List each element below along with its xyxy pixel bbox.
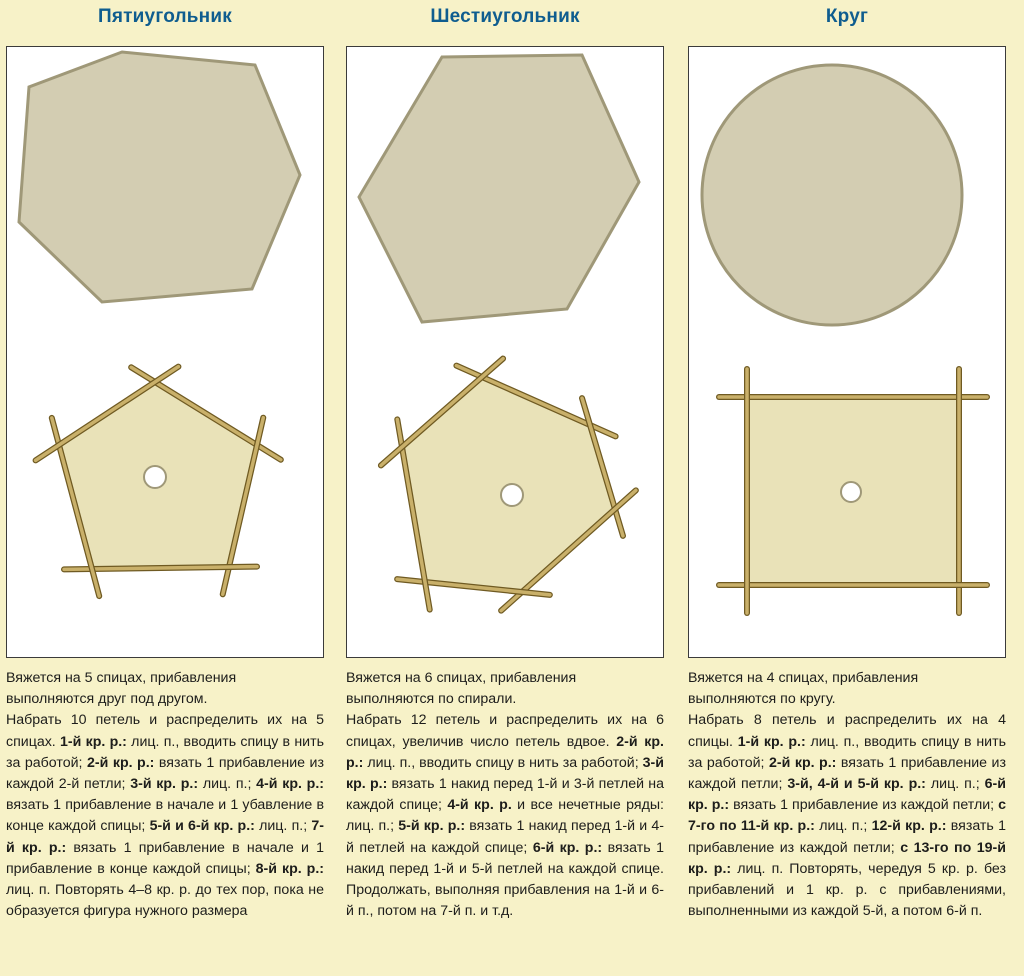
description (6, 668, 324, 922)
row-label: 4-й кр. р.: (256, 776, 325, 793)
row-label: 5-й кр. р.: (398, 818, 466, 835)
description-text: лиц. п., вводить спицу в нить за работой; (688, 733, 1006, 771)
description-text: лиц. п.; (925, 776, 985, 793)
row-label: с 13-го по 19-й кр. р.: (688, 839, 1007, 877)
row-label: 3-й кр. р.: (130, 776, 199, 793)
description-text: лиц. п., вводить спицу в нить за работой; (6, 733, 324, 771)
row-label: 2-й кр. р.: (769, 754, 837, 771)
row-label: 5-й и 6-й кр. р.: (149, 818, 255, 835)
description-text: лиц. п., вводить спицу в нить за работой; (363, 754, 643, 771)
description-text: вязать 1 накид перед 1-й и 3-й петлей на каждой спице; (346, 776, 665, 814)
column-title: Шестиугольник (430, 6, 580, 27)
description (346, 668, 664, 922)
description-body (6, 710, 324, 922)
photo-shape (19, 52, 300, 302)
illustration-panel (346, 46, 664, 658)
description-text: лиц. п. Повторять, чередуя 5 кр. р. без прибавлений и 1 кр. р. с прибавлениями, выполненными из каждой 5-й, а потом 6-й п. (688, 860, 1006, 920)
needle-diagram (381, 359, 636, 611)
illustration-panel (6, 46, 324, 658)
description-text: лиц. п.; (198, 776, 257, 793)
diagram-center (144, 466, 166, 488)
knitted-photo (19, 52, 300, 302)
description-text: лиц. п. Повторять 4–8 кр. р. до тех пор, пока не образуется фигура нужного размера (6, 882, 324, 920)
knitted-photo (702, 65, 962, 325)
diagram-center (501, 484, 523, 506)
description-text: вязать 1 прибавление из каждой 2-й петли; (6, 754, 324, 793)
column-title: Пятиугольник (98, 6, 232, 27)
description-text: вязать 1 прибавление из каждой петли; (688, 818, 1006, 856)
description-text: Набрать 10 петель и распределить их на 5 спицах. (6, 712, 324, 750)
row-label: 3-й кр. р.: (346, 754, 664, 793)
description-body (688, 710, 1006, 922)
description-text: вязать 1 накид перед 1-й и 4-й петлей на каждой спице; (346, 818, 664, 856)
knitted-photo (359, 55, 639, 322)
description-text: вязать 1 прибавление из каждой петли; (729, 797, 999, 814)
photo-shape (702, 65, 962, 325)
illustration-svg (689, 47, 1006, 658)
row-label: 6-й кр. р.: (688, 776, 1006, 814)
row-label: 4-й кр. р. (447, 797, 512, 814)
row-label: 6-й кр. р.: (532, 839, 603, 856)
column-title: Круг (825, 6, 869, 27)
description-intro: Вяжется на 5 спицах, прибавления выполняются друг под другом. (6, 670, 237, 708)
row-label: 2-й кр. р.: (346, 733, 664, 771)
needle-diagram (36, 367, 281, 596)
description-text: и все нечетные ряды: лиц. п.; (346, 797, 664, 835)
row-label: 12-й кр. р.: (871, 818, 947, 835)
description-text: вязать 1 прибавление в начале и 1 убавление в конце каждой спицы; (6, 797, 324, 835)
description-text: лиц. п.; (254, 818, 312, 835)
description-intro: Вяжется на 4 спицах, прибавления выполняются по кругу. (688, 670, 919, 708)
needle-diagram (719, 369, 987, 613)
row-label: с 7-го по 11-й кр. р.: (688, 797, 1007, 835)
description-text: лиц. п.; (814, 818, 872, 835)
row-label: 7-й кр. р.: (6, 818, 324, 856)
description (688, 668, 1006, 922)
description-text: Набрать 12 петель и распределить их на 6 спицах, увеличив число петель вдвое. (346, 712, 664, 750)
photo-shape (359, 55, 639, 322)
row-label: 8-й кр. р.: (255, 860, 325, 877)
description-text: Набрать 8 петель и распределить их на 4 спицы. (688, 712, 1006, 750)
illustration-svg (7, 47, 324, 658)
description-body (346, 710, 664, 922)
description-intro: Вяжется на 6 спицах, прибавления выполняются по спирали. (346, 670, 577, 708)
description-text: вязать 1 прибавление в начале и 1 прибавление в конце каждой спицы; (6, 839, 324, 877)
row-label: 2-й кр. р.: (87, 754, 155, 771)
illustration-panel (688, 46, 1006, 658)
row-label: 3-й, 4-й и 5-й кр. р.: (787, 776, 926, 793)
row-label: 1-й кр. р.: (737, 733, 806, 750)
illustration-svg (347, 47, 664, 658)
description-text: вязать 1 прибавление из каждой петли; (688, 754, 1006, 793)
row-label: 1-й кр. р.: (60, 733, 127, 750)
diagram-center (841, 482, 861, 502)
description-text: вязать 1 накид перед 1-й и 5-й петлей на каждой спице. Продолжать, выполняя прибавления на 1-й и 6-й п., потом на 7-й п. и т.д. (346, 839, 665, 920)
